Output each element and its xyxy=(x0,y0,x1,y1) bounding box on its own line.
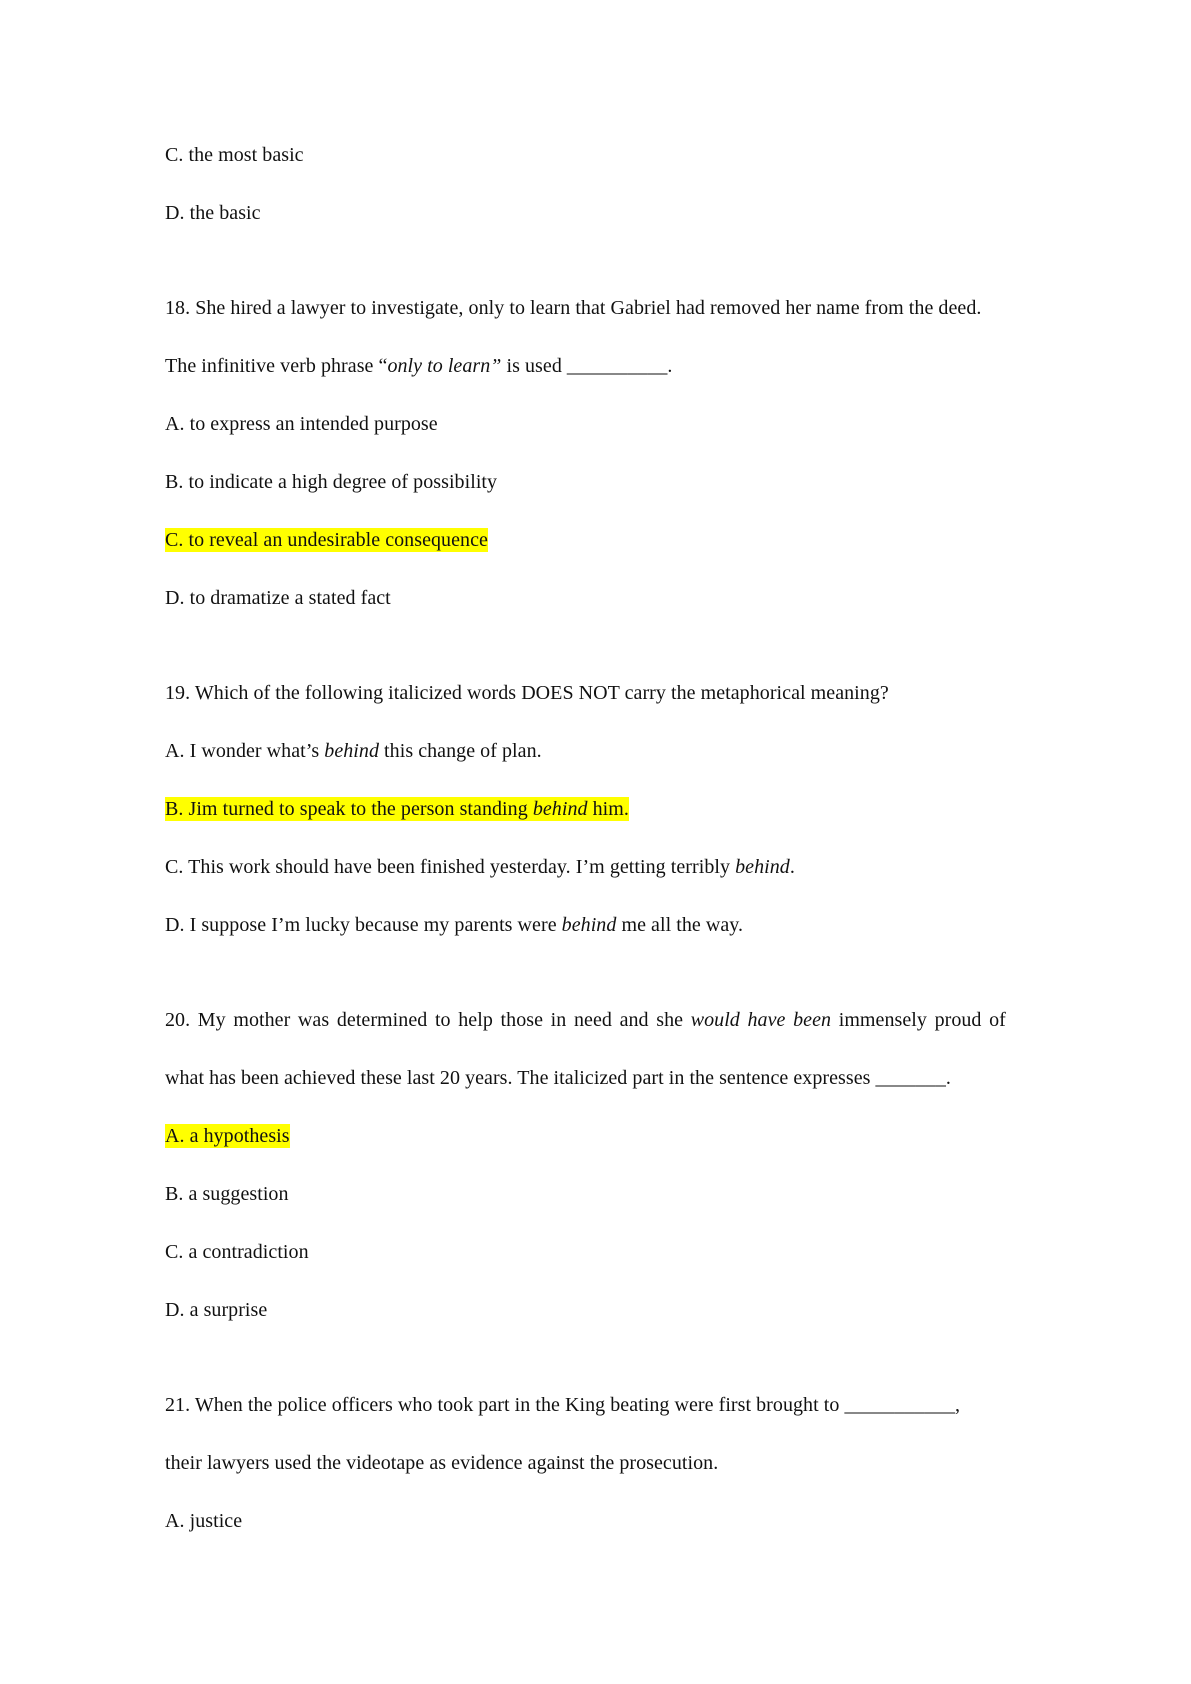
q20-option-a-highlighted xyxy=(165,1123,290,1149)
q19-b-after: him. xyxy=(587,798,629,820)
q19-option-b-highlighted xyxy=(165,796,629,822)
q19-stem: 19. Which of the following italicized words DOES NOT carry the metaphorical meaning? xyxy=(165,682,889,704)
q20-option-d: D. a surprise xyxy=(165,1299,268,1321)
q19-a-after: this change of plan. xyxy=(379,740,542,762)
q18-option-c-highlighted xyxy=(165,527,488,553)
q19-b-italic: behind xyxy=(532,798,588,820)
q18-prompt-after: is used __________. xyxy=(501,355,673,377)
q18-prompt xyxy=(165,353,672,379)
q19-a-before: A. I wonder what’s xyxy=(165,740,325,762)
q19-b-before: B. Jim turned to speak to the person standing xyxy=(165,798,533,820)
q19-c-italic: behind xyxy=(735,856,790,878)
q20-option-c: C. a contradiction xyxy=(165,1241,309,1263)
q19-a-italic: behind xyxy=(324,740,379,762)
q19-option-c xyxy=(165,854,795,880)
q19-answer-highlight xyxy=(165,797,629,821)
q20-stem1-italic: would have been xyxy=(690,1009,832,1031)
q19-c-after: . xyxy=(789,856,795,878)
q19-c-before: C. This work should have been finished yesterday. I’m getting terribly xyxy=(165,856,736,878)
q18-stem: 18. She hired a lawyer to investigate, only to learn that Gabriel had removed her name from the deed. xyxy=(165,297,982,319)
q21-stem-line2: their lawyers used the videotape as evidence against the prosecution. xyxy=(165,1452,719,1474)
q20-stem1-before: 20. My mother was determined to help those in need and she xyxy=(165,1009,691,1031)
q18-prompt-italic: only to learn” xyxy=(387,355,502,377)
q20-stem-line2: what has been achieved these last 20 years. The italicized part in the sentence expresses _______. xyxy=(165,1067,951,1089)
q19-d-after: me all the way. xyxy=(616,914,744,936)
q18-option-a: A. to express an intended purpose xyxy=(165,413,438,435)
q20-answer-highlight: A. a hypothesis xyxy=(165,1125,290,1147)
q19-d-italic: behind xyxy=(561,914,617,936)
q20-option-b: B. a suggestion xyxy=(165,1183,289,1205)
q18-prompt-before: The infinitive verb phrase “ xyxy=(165,355,388,377)
q17-option-d: D. the basic xyxy=(165,202,261,224)
q19-d-before: D. I suppose I’m lucky because my parents were xyxy=(165,914,562,936)
q17-option-c: C. the most basic xyxy=(165,144,304,166)
q21-option-a: A. justice xyxy=(165,1510,243,1532)
q19-option-d xyxy=(165,912,743,938)
q21-stem-line1: 21. When the police officers who took part in the King beating were first brought to ___________, xyxy=(165,1394,961,1416)
q18-option-d: D. to dramatize a stated fact xyxy=(165,587,391,609)
q19-option-a xyxy=(165,738,542,764)
q18-option-b: B. to indicate a high degree of possibility xyxy=(165,471,498,493)
q20-stem1-after: immensely proud of xyxy=(831,1009,1006,1031)
q18-answer-highlight: C. to reveal an undesirable consequence xyxy=(165,529,488,551)
q20-stem-line1 xyxy=(165,1007,1006,1033)
